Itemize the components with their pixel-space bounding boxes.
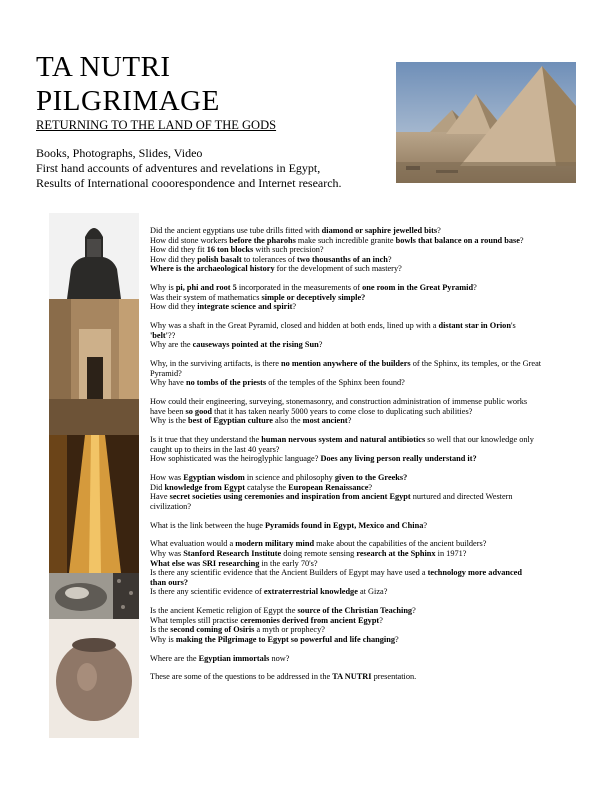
question-text: of the temples of the Sphinx been found? [266,378,405,388]
question-text: catalyse the [245,482,289,492]
question-text: civilization? [150,501,192,511]
question-line [150,483,580,493]
question-group [150,672,580,682]
emphasis-text: before the pharohs [229,235,296,245]
question-text: ? [368,482,373,492]
page-subtitle: RETURNING TO THE LAND OF THE GODS [36,118,277,132]
question-group [150,606,580,644]
question-text: for the development of such mastery? [274,264,402,274]
question-line [150,549,580,559]
emphasis-text: second coming of Osiris [170,625,255,635]
question-line [150,245,580,255]
question-text: ? [437,226,441,235]
question-line [150,635,580,645]
question-line [150,654,580,664]
question-text: incorporated in the measurements of [236,283,363,293]
question-text: ? [423,520,428,530]
emphasis-text: distant star in Orion [438,321,511,331]
emphasis-text: pi, phi and root 5 [175,283,237,293]
emphasis-text: two thousanths of an inch [297,254,388,264]
question-text: How sophisticated was the heiroglyphic language? [150,454,321,464]
question-text: How did stone workers [150,235,230,245]
question-text: Is there any scientific evidence that the Ancient Builders of Egypt may have used a [150,568,428,578]
emphasis-text: best of Egyptian culture [188,416,273,426]
question-line [150,255,580,265]
question-text: Where are the [150,653,199,663]
question-text: ? [387,254,392,264]
emphasis-text: knowledge from Egypt [164,482,246,492]
stone-vessel-photo [49,619,139,738]
question-line [150,302,580,312]
question-line [150,559,580,569]
emphasis-text: making the Pilgrimage to Egypt so powerful and life changing [175,634,395,644]
question-line [150,435,580,445]
question-text: ? [292,302,297,312]
question-group [150,397,580,426]
question-text: ? [318,340,323,350]
question-text: Have [150,492,170,502]
intro-line: Books, Photographs, Slides, Video [36,146,203,160]
question-line [150,445,580,455]
emphasis-text: diamond or saphire jewelled bits [321,226,438,235]
question-text: now? [269,653,290,663]
question-text: How was [150,473,184,482]
question-line [150,473,580,483]
emphasis-text: Does any living person really understand it? [320,454,477,464]
question-text: in 1971? [435,548,467,558]
question-text: Pyramid? [150,368,182,378]
question-line [150,293,580,303]
question-text: Why have [150,378,186,388]
emphasis-text: one room in the Great Pyramid [362,283,474,293]
question-line [150,321,580,331]
emphasis-text: ceremonies derived from ancient Egypt [240,615,380,625]
emphasis-text: simple or deceptively simple? [261,292,366,302]
page-title [36,50,220,118]
question-line [150,672,580,682]
title-line-2: PILGRIMAGE [36,85,220,117]
pharaoh-statue-photo [49,213,139,299]
question-group [150,654,580,664]
question-line [150,226,580,236]
question-text: ? [379,615,383,625]
question-text: 's [510,321,516,331]
question-line [150,236,580,246]
question-group [150,473,580,511]
pyramids-photo [396,62,576,183]
question-text: How could their engineering, surveying, stonemasonry, and construction administration of immense public works [150,397,528,407]
question-line [150,625,580,635]
question-line [150,587,580,597]
emphasis-text: causeways pointed at the rising Sun [192,340,319,350]
question-line [150,539,580,549]
question-text: How did they fit [150,245,207,255]
granite-texture-photo [113,573,139,619]
question-text: Did [150,482,165,492]
question-line [150,340,580,350]
question-line [150,378,580,388]
question-group [150,539,580,597]
question-line [150,369,580,379]
emphasis-text: Stanford Research Institute [183,548,282,558]
question-line [150,331,580,341]
question-text: also the [272,416,303,426]
emphasis-text: bowls that balance on a round base [395,235,520,245]
question-text: make about the capabilities of the ancient builders? [314,539,487,549]
question-line [150,568,580,578]
question-text: Why is [150,283,176,293]
question-text: Why is [150,634,176,644]
question-group [150,359,580,388]
emphasis-text: given to the Greeks? [334,473,408,482]
question-text: ? [412,606,416,616]
question-text: Why was [150,548,184,558]
question-text: What evaluation would a [150,539,236,549]
question-text: Did the ancient egyptians use tube drills fitted with [150,226,322,235]
question-text: Is the ancient Kemetic religion of Egypt the [150,606,298,616]
question-text: that it has taken nearly 5000 years to come close to duplicating such abilities? [212,406,473,416]
question-group [150,321,580,350]
question-text: What temples still practise [150,615,241,625]
question-line [150,407,580,417]
emphasis-text: Egyptian immortals [198,653,270,663]
question-text: so well that our knowledge only [425,435,534,445]
emphasis-text: 'belt' [150,330,168,340]
emphasis-text: integrate science and spirit [197,302,293,312]
question-text: doing remote sensing [281,548,357,558]
question-text: Why is the [150,416,189,426]
question-text: to tolerances of [241,254,298,264]
emphasis-text: technology more advanced [427,568,522,578]
question-text: Is the [150,625,171,635]
question-text: make such incredible granite [295,235,396,245]
emphasis-text: TA NUTRI [332,672,372,682]
emphasis-text: no tombs of the priests [185,378,267,388]
emphasis-text: no mention anywhere of the builders [281,359,411,369]
emphasis-text: Where is the archaeological history [150,264,275,274]
emphasis-text: most ancient [302,416,348,426]
title-line-1: TA NUTRI [36,51,171,83]
emphasis-text: European Renaissance [288,482,369,492]
question-text: a myth or prophecy? [254,625,325,635]
emphasis-text: than ours? [150,577,189,587]
question-line [150,416,580,426]
question-text: Why, in the surviving artifacts, is there [150,359,282,369]
question-group [150,521,580,531]
question-text: in the early 70's? [259,558,318,568]
question-text: Is there any scientific evidence of [150,587,264,597]
question-text: ? [395,634,399,644]
question-text: with such precision? [253,245,324,255]
intro-line: Results of International cooorespondence and Internet research. [36,176,342,190]
questions-list [150,226,580,691]
question-line [150,616,580,626]
emphasis-text: so good [185,406,212,416]
question-text: Was their system of mathematics [150,292,262,302]
emphasis-text: Pyramids found in Egypt, Mexico and China [264,520,424,530]
photo-strip [49,213,139,738]
pyramid-passage-photo [49,435,139,573]
question-text: Why are the [150,340,193,350]
question-line [150,454,580,464]
question-text: caught up to theirs in the last 40 years? [150,444,280,454]
question-text: Why was a shaft in the Great Pyramid, closed and hidden at both ends, lined up with a [150,321,439,331]
question-text: How did they [150,254,198,264]
question-line [150,521,580,531]
question-group [150,435,580,464]
question-text: of the Sphinx, its temples, or the Great [410,359,542,369]
question-text: How did they [150,302,198,312]
stone-artifact-photo [49,573,113,619]
emphasis-text: Egyptian wisdom [183,473,245,482]
question-text: at Giza? [357,587,388,597]
question-text: ?? [167,330,176,340]
question-line [150,578,580,588]
question-text: presentation. [371,672,417,682]
intro-block [36,146,342,191]
question-group [150,226,580,274]
question-text: have been [150,406,186,416]
question-line [150,264,580,274]
emphasis-text: polish basalt [197,254,242,264]
intro-line: First hand accounts of adventures and revelations in Egypt, [36,161,321,175]
emphasis-text: modern military mind [235,539,315,549]
emphasis-text: What else was SRI researching [150,558,260,568]
question-line [150,606,580,616]
emphasis-text: human nervous system and natural antibiotics [261,435,426,445]
emphasis-text: source of the Christian Teaching [297,606,413,616]
emphasis-text: 16 ton blocks [206,245,254,255]
question-text: ? [473,283,477,293]
question-line [150,502,580,512]
question-line [150,359,580,369]
question-text: Is it true that they understand the [150,435,262,445]
question-text: What is the link between the huge [150,520,265,530]
temple-corridor-photo [49,299,139,435]
question-text: nurtured and directed Western [410,492,513,502]
question-group [150,283,580,312]
emphasis-text: research at the Sphinx [356,548,436,558]
question-text: These are some of the questions to be addressed in the [150,672,333,682]
question-line [150,397,580,407]
question-text: ? [519,235,524,245]
emphasis-text: secret societies using ceremonies and inspiration from ancient Egypt [169,492,411,502]
question-line [150,492,580,502]
question-line [150,283,580,293]
emphasis-text: extraterrestrial knowledge [263,587,358,597]
question-text: ? [347,416,352,426]
question-text: in science and philosophy [244,473,335,482]
